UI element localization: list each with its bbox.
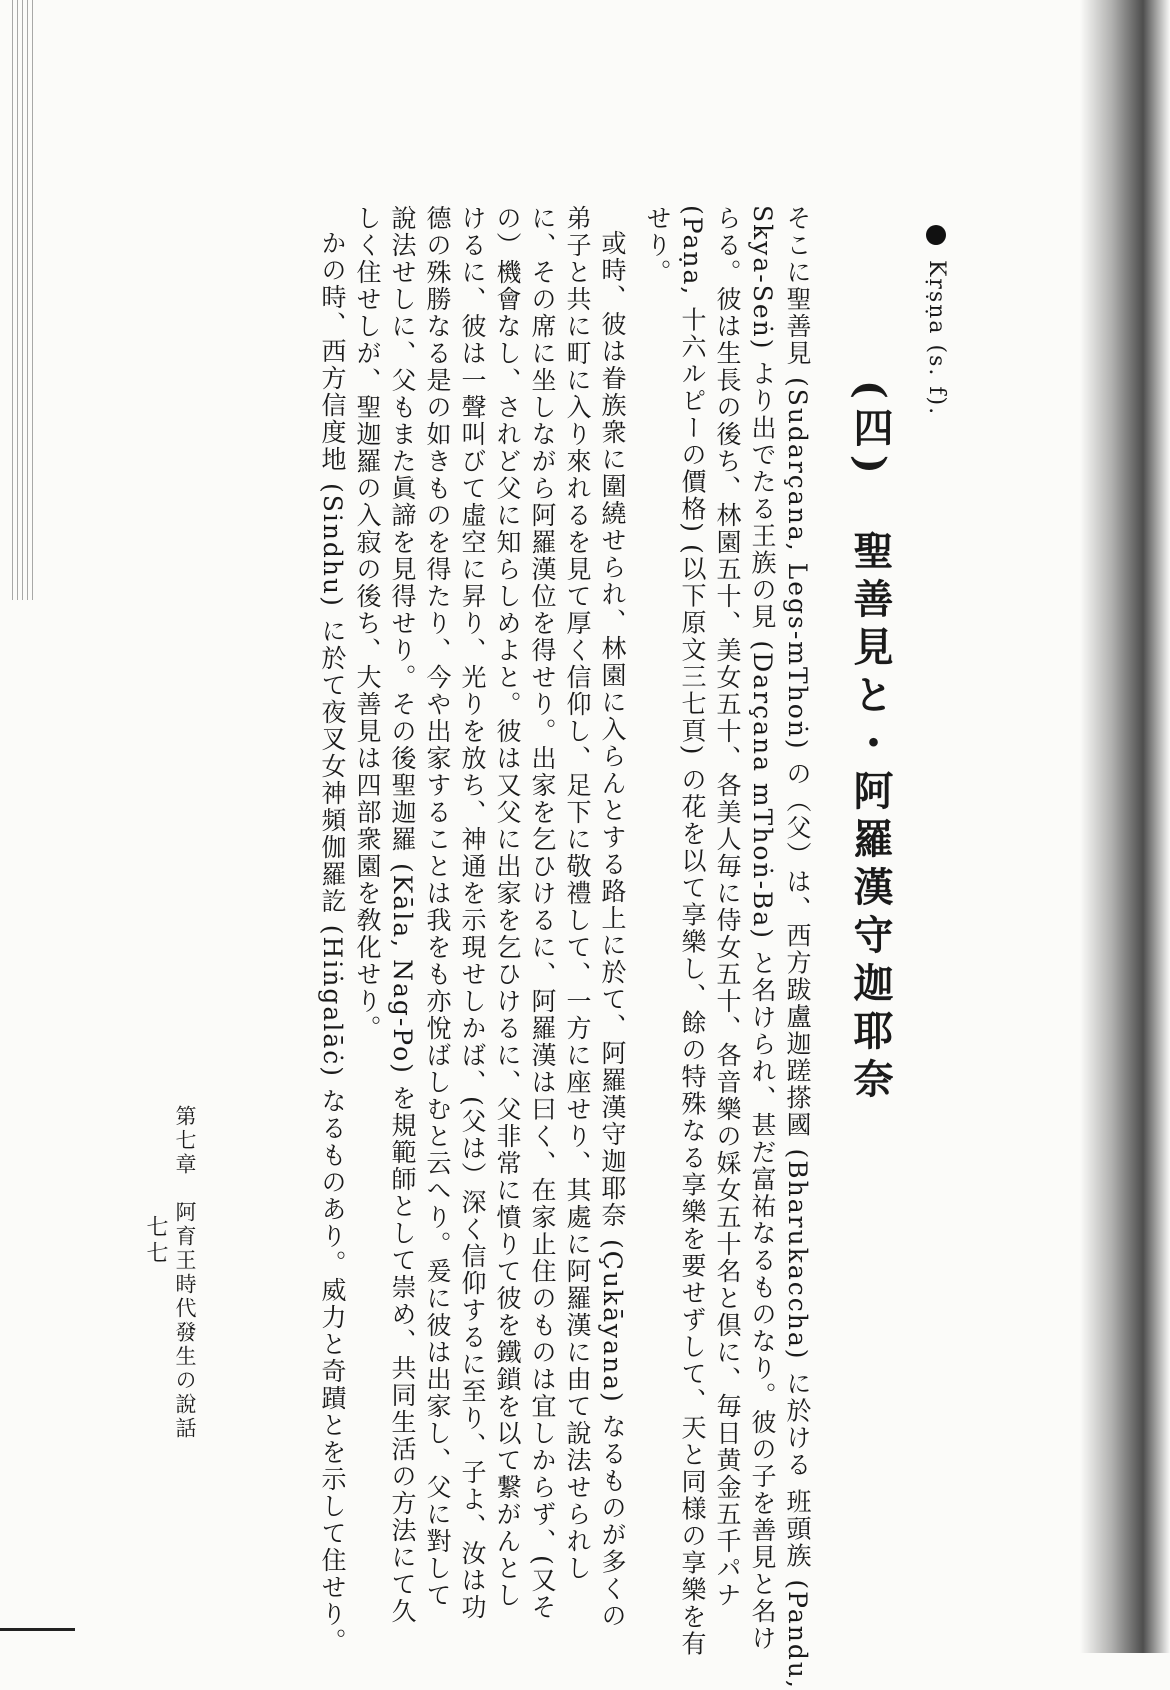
footnote: [925, 225, 947, 1475]
text-line-1: そこに聖善見 (Sudarçana, Legs-mThoṅ) の（父）は、西方跋盧迦蹉搽國 (Bharukaccha) に於ける 班頭族 (Pandu,: [783, 205, 812, 1690]
book-page: [143, 205, 980, 1690]
text-line-3: らる。彼は生長の後ち、林園五十、美女五十、各美人毎に侍女五十、各音樂の婇女五十名と倶に、毎日黄金五千パナ: [713, 205, 742, 1609]
text-line-7: 弟子と共に町に入り來れるを見て厚く信仰し、足下に敬禮して、一方に座せり、其處に阿羅漢に由て說法せられし: [563, 205, 592, 1582]
text-line-6: 或時、彼は眷族衆に圍繞せられ、林園に入らんとする路上に於て、阿羅漢守迦耶奈 (Çukāyana) なるものが多くの: [598, 230, 627, 1630]
text-line-13: しく住せしが、聖迦羅の入寂の後ち、大善見は四部衆園を敎化せり。: [353, 205, 382, 1042]
text-line-8: に、その席に坐しながら阿羅漢位を得せり。出家を乞ひけるに、阿羅漢は曰く、在家止住のものは宜しからず、(又そ: [528, 205, 557, 1621]
binding-edge-shadow: [12, 0, 34, 600]
text-line-10: けるに、彼は一聲叫びて虛空に昇り、光りを放ち、神通を示現せしかば、(父は）深く信仰するに至り、子よ、汝は功: [458, 205, 487, 1621]
text-line-5: せり。: [643, 205, 672, 286]
section-title: (四) 聖善見と・阿羅漢守迦耶奈: [847, 380, 894, 1106]
text-line-11: 德の殊勝なる是の如きものを得たり、今や出家することは我をも亦悅ばしむと云へり。爰に彼は出家し、父に對して: [423, 205, 452, 1609]
text-line-9: の）機會なし、されど父に知らしめよと。彼は又父に出家を乞ひけるに、父非常に憤りて彼を鐵鎖を以て繋がんとし: [493, 205, 522, 1609]
footnote-marker-icon: [926, 225, 946, 245]
text-line-14: かの時、西方信度地 (Sindhu) に於て夜叉女神頻伽羅訖 (Hiṅgalāċ) なるものあり。威力と奇蹟とを示して住せり。: [318, 230, 347, 1655]
page-edge-shadow: [1080, 0, 1170, 1653]
text-line-2: Skya-Seṅ) より出でたる王族の見 (Darçana mThoṅ-Ba) と名けられ、甚だ富祐なるものなり。彼の子を善見と名け: [748, 205, 777, 1652]
text-line-4: (Paṇa, 十六ルピーの價格) (以下原文三七頁) の花を以て享樂し、餘の特殊なる享樂を要せずして、天と同様の享樂を有: [678, 205, 707, 1658]
running-footer: 第七章 阿育王時代發生の說話: [173, 1105, 197, 1441]
bottom-rule: [0, 1628, 75, 1631]
footnote-text: Kṛṣṇa (s. f).: [924, 260, 949, 417]
page-number: 七七: [143, 1215, 168, 1267]
text-line-12: 說法せしに、父もまた眞諦を見得せり。その後聖迦羅 (Kāla, Nag-Po) を規範師として崇め、共同生活の方法にて久: [388, 205, 417, 1625]
